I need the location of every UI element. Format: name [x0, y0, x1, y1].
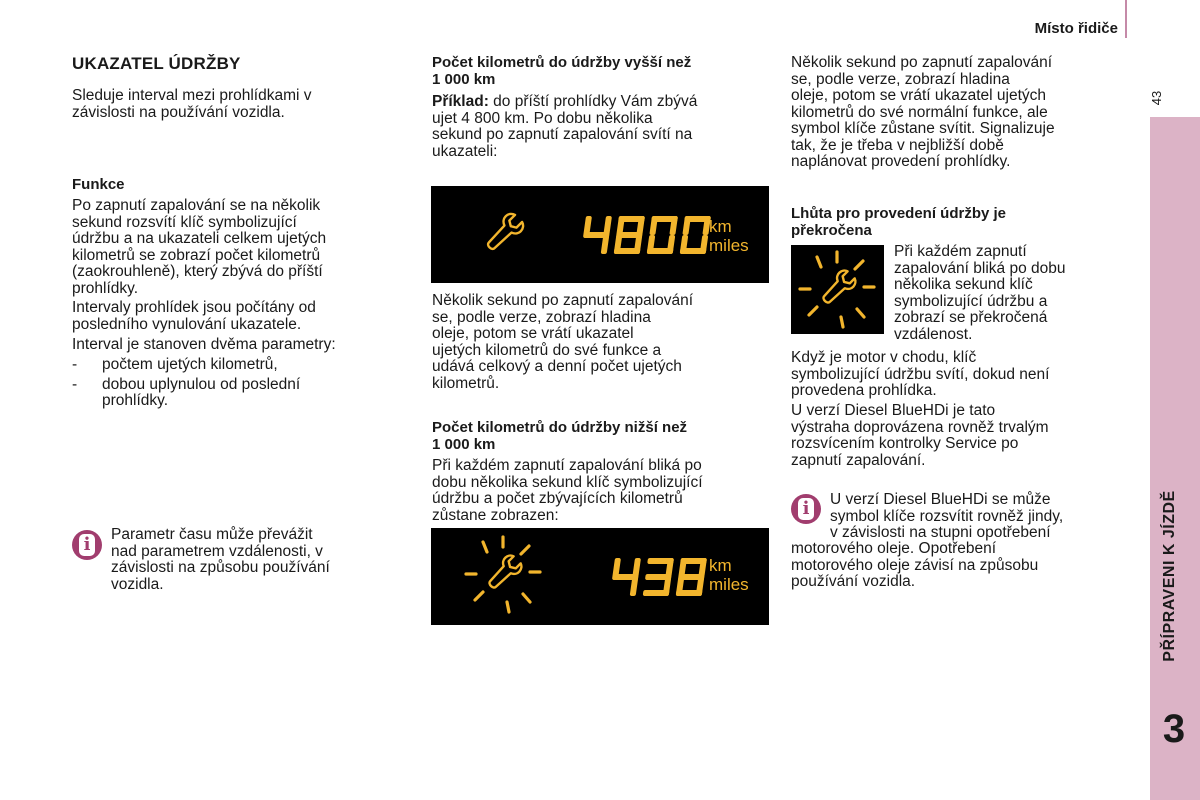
segment — [682, 216, 691, 235]
odometer-digits — [581, 216, 711, 254]
display-4800 — [431, 186, 769, 283]
example-body: do příští prohlídky Vám zbývá ujet 4 800 km. Po dobu několika sekund po zapnutí zapalování svítí na ukazateli: — [432, 93, 698, 160]
display-438-graphic — [431, 528, 769, 625]
heading-below-1000: Počet kilometrů do údržby nižší než 1 000 km — [432, 419, 688, 453]
digit-8 — [676, 558, 707, 596]
example-text — [432, 94, 772, 160]
chapter-label: PŘÍPRAVENI K JÍZDĚ — [1161, 490, 1178, 662]
digit-0 — [647, 216, 678, 254]
overdue-wrench-display — [791, 245, 884, 334]
section-title: UKAZATEL ÚDRŽBY — [72, 54, 241, 73]
info-note: Parametr času může převážit nad parametrem vzdálenosti, v závislosti na způsobu používání vozidla. — [111, 526, 330, 593]
display-4800-graphic — [431, 186, 769, 283]
odometer-digits — [610, 558, 707, 596]
bluehdi-info-note-first: U verzí Diesel BlueHDi se může symbol klíče rozsvítit rovněž jindy, v závislosti na stupni opotřebení — [830, 491, 1064, 541]
below-1000-text: Při každém zapnutí zapalování bliká po dobu několika sekund klíč symbolizující údržbu a počet zbývajících kilometrů zůstane zobrazen: — [432, 457, 703, 524]
funkce-heading: Funkce — [72, 176, 125, 193]
flashing-wrench-icon — [800, 252, 874, 327]
bluehdi-text: U verzí Diesel BlueHDi je tato výstraha doprovázena rovněž trvalým rozsvícením kontrolky Service po zapnutí zapalování. — [791, 402, 1049, 469]
wrench-icon — [482, 211, 526, 255]
header-divider — [1125, 0, 1127, 38]
chapter-number: 3 — [1162, 707, 1186, 751]
unit-miles: miles — [709, 575, 749, 594]
overdue-wrench-graphic — [791, 245, 884, 334]
display-438 — [431, 528, 769, 625]
digit-3 — [643, 558, 674, 596]
unit-km: km — [709, 556, 732, 575]
digit-4 — [581, 216, 612, 254]
digit-0 — [680, 216, 711, 254]
digit-4 — [610, 558, 641, 596]
segment — [678, 574, 705, 580]
segment — [632, 558, 641, 577]
segment — [603, 216, 612, 235]
page-header-title: Místo řidiče — [1034, 20, 1118, 37]
engine-running-text: Když je motor v chodu, klíč symbolizující údržbu svítí, dokud není provedena prohlídka. — [791, 349, 1050, 399]
segment — [643, 590, 670, 596]
overdue-text: Při každém zapnutí zapalování bliká po dobu několika sekund klíč symbolizující údržbu a zobrazí se překročená vzdálenost. — [894, 243, 1066, 343]
intervals-text: Intervaly prohlídek jsou počítány od posledního vynulování ukazatele. — [72, 299, 316, 333]
list-item: - počtem ujetých kilometrů, — [72, 357, 392, 374]
digit-8 — [614, 216, 645, 254]
funkce-text: Po zapnutí zapalování se na několik sekund rozsvítí klíč symbolizující údržbu a na ukazateli celkem ujetých kilometrů se zobrazí počet kilometrů (zaokrouhleně), který zbývá do příští prohlídky. — [72, 197, 327, 297]
flashing-wrench-icon — [466, 537, 540, 612]
intro-text: Sleduje interval mezi prohlídkami v závislosti na používání vozidla. — [72, 87, 312, 121]
segment — [616, 232, 643, 238]
after-display-text: Několik sekund po zapnutí zapalování se, podle verze, zobrazí hladina oleje, potom se vrátí ukazatel ujetých kilometrů do své funkce a udává celkový a denní počet ujetých kilometrů. — [432, 292, 694, 392]
info-icon: i — [791, 494, 821, 524]
segment — [649, 216, 658, 235]
overdue-heading: Lhůta pro provedení údržby je překročena — [791, 205, 1007, 239]
page-number: 43 — [1149, 90, 1164, 106]
params-intro: Interval je stanoven dvěma parametry: — [72, 336, 336, 353]
info-icon: i — [72, 530, 102, 560]
col3-intro: Několik sekund po zapnutí zapalování se, podle verze, zobrazí hladina oleje, potom se vrátí ukazatel ujetých kilometrů do své normální funkce, ale symbol klíče zůstane svítit. Signalizuje tak, že je třeba v nejbližší době naplánovat provedení prohlídky. — [791, 54, 1055, 170]
list-item: - dobou uplynulou od poslední prohlídky. — [72, 377, 392, 410]
unit-miles: miles — [709, 236, 749, 255]
example-label: Příklad: — [432, 93, 489, 110]
bluehdi-info-note-rest: motorového oleje. Opotřebení motorového oleje závisí na způsobu používání vozidla. — [791, 540, 1039, 590]
unit-km: km — [709, 217, 732, 236]
params-list — [72, 357, 392, 410]
heading-above-1000: Počet kilometrů do údržby vyšší než 1 000 km — [432, 54, 692, 88]
